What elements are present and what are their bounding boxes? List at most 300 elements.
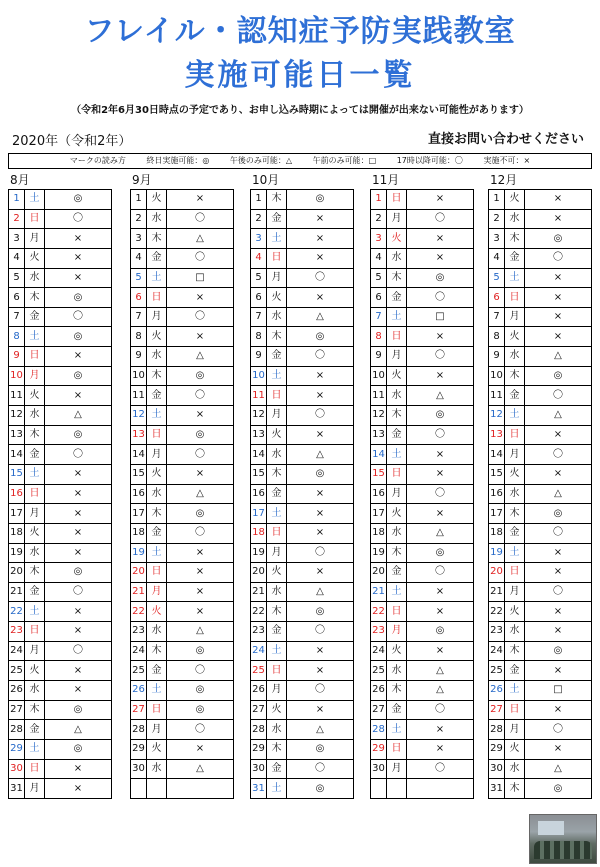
day-number: 4 xyxy=(489,248,505,268)
day-number: 13 xyxy=(489,425,505,445)
day-number: 4 xyxy=(9,248,25,268)
weekday: 土 xyxy=(25,602,45,622)
availability-mark: × xyxy=(167,543,234,563)
day-number: 15 xyxy=(251,464,267,484)
day-row xyxy=(371,681,474,701)
day-number: 3 xyxy=(131,229,147,249)
day-number: 26 xyxy=(371,681,387,701)
day-row xyxy=(251,739,354,759)
day-row xyxy=(489,307,592,327)
weekday: 金 xyxy=(25,582,45,602)
availability-mark: × xyxy=(407,464,474,484)
day-number: 10 xyxy=(489,366,505,386)
day-row xyxy=(489,327,592,347)
day-row xyxy=(9,661,112,681)
availability-mark: □ xyxy=(407,307,474,327)
day-row xyxy=(371,209,474,229)
availability-mark: 〇 xyxy=(167,307,234,327)
day-number: 3 xyxy=(489,229,505,249)
weekday: 火 xyxy=(267,288,287,308)
day-row xyxy=(131,563,234,583)
availability-mark: ◎ xyxy=(525,641,592,661)
availability-mark: ◎ xyxy=(167,681,234,701)
weekday: 木 xyxy=(505,641,525,661)
availability-mark: × xyxy=(167,327,234,347)
day-number: 25 xyxy=(131,661,147,681)
availability-mark: △ xyxy=(167,347,234,367)
availability-mark: 〇 xyxy=(45,209,112,229)
weekday: 日 xyxy=(25,209,45,229)
day-row xyxy=(251,622,354,642)
day-number: 28 xyxy=(131,720,147,740)
availability-mark: 〇 xyxy=(407,425,474,445)
day-number: 1 xyxy=(251,190,267,210)
weekday: 土 xyxy=(387,307,407,327)
day-row xyxy=(489,523,592,543)
day-number: 17 xyxy=(371,504,387,524)
availability-mark: × xyxy=(45,661,112,681)
availability-mark: × xyxy=(45,484,112,504)
availability-mark: 〇 xyxy=(407,347,474,367)
availability-mark: △ xyxy=(525,759,592,779)
weekday: 土 xyxy=(147,268,167,288)
weekday: 木 xyxy=(25,425,45,445)
weekday: 火 xyxy=(267,563,287,583)
weekday: 火 xyxy=(267,425,287,445)
availability-mark: × xyxy=(407,720,474,740)
day-row xyxy=(489,229,592,249)
weekday: 土 xyxy=(505,406,525,426)
weekday: 土 xyxy=(267,229,287,249)
availability-mark: 〇 xyxy=(407,288,474,308)
day-number: 15 xyxy=(9,464,25,484)
weekday: 日 xyxy=(267,248,287,268)
day-row xyxy=(9,739,112,759)
month-label: 8月 xyxy=(10,173,30,187)
day-number: 28 xyxy=(9,720,25,740)
month-column xyxy=(488,172,592,799)
availability-mark: × xyxy=(525,563,592,583)
weekday: 月 xyxy=(25,366,45,386)
day-number: 24 xyxy=(9,641,25,661)
availability-mark: × xyxy=(287,425,354,445)
day-row xyxy=(251,327,354,347)
availability-mark: × xyxy=(45,504,112,524)
day-row xyxy=(9,406,112,426)
weekday: 金 xyxy=(25,307,45,327)
day-row xyxy=(9,602,112,622)
weekday: 月 xyxy=(25,641,45,661)
day-row xyxy=(251,661,354,681)
day-row xyxy=(489,543,592,563)
day-row xyxy=(9,563,112,583)
day-row xyxy=(9,425,112,445)
day-row xyxy=(371,464,474,484)
availability-mark: △ xyxy=(287,720,354,740)
weekday: 日 xyxy=(267,661,287,681)
day-row xyxy=(131,425,234,445)
day-number: 31 xyxy=(251,779,267,799)
day-number: 7 xyxy=(9,307,25,327)
day-row xyxy=(489,720,592,740)
day-row xyxy=(9,386,112,406)
month-column xyxy=(130,172,234,799)
legend-item: 終日実施可能：◎ xyxy=(146,156,210,165)
availability-mark: □ xyxy=(525,681,592,701)
day-number: 22 xyxy=(489,602,505,622)
weekday: 日 xyxy=(387,190,407,210)
day-number: 4 xyxy=(131,248,147,268)
legend-box xyxy=(8,153,592,169)
day-number: 9 xyxy=(9,347,25,367)
availability-mark: × xyxy=(45,464,112,484)
day-row xyxy=(131,288,234,308)
day-number: 8 xyxy=(251,327,267,347)
legend-item: 午前のみ可能：□ xyxy=(312,156,377,165)
day-row xyxy=(131,406,234,426)
day-number: 5 xyxy=(371,268,387,288)
weekday: 火 xyxy=(505,190,525,210)
availability-mark xyxy=(167,779,234,799)
day-row xyxy=(371,622,474,642)
weekday: 水 xyxy=(147,622,167,642)
weekday: 火 xyxy=(387,366,407,386)
day-number: 13 xyxy=(371,425,387,445)
weekday: 日 xyxy=(147,288,167,308)
day-row xyxy=(489,759,592,779)
availability-mark: × xyxy=(45,602,112,622)
availability-mark: × xyxy=(167,288,234,308)
weekday: 月 xyxy=(387,759,407,779)
weekday: 木 xyxy=(267,602,287,622)
day-row xyxy=(489,190,592,210)
day-row xyxy=(251,288,354,308)
availability-mark: △ xyxy=(287,445,354,465)
weekday: 月 xyxy=(267,268,287,288)
availability-mark: 〇 xyxy=(45,582,112,602)
month-column xyxy=(250,172,354,799)
weekday: 木 xyxy=(25,563,45,583)
availability-mark: 〇 xyxy=(167,248,234,268)
weekday: 水 xyxy=(505,759,525,779)
availability-mark: × xyxy=(287,484,354,504)
day-row xyxy=(131,445,234,465)
day-row xyxy=(371,366,474,386)
day-number: 17 xyxy=(9,504,25,524)
availability-mark: ◎ xyxy=(45,366,112,386)
availability-mark: 〇 xyxy=(45,445,112,465)
day-row xyxy=(131,484,234,504)
weekday: 木 xyxy=(267,327,287,347)
weekday: 日 xyxy=(25,759,45,779)
weekday: 日 xyxy=(147,563,167,583)
day-row xyxy=(371,779,474,799)
day-row xyxy=(489,406,592,426)
availability-mark: ◎ xyxy=(45,700,112,720)
day-row xyxy=(371,229,474,249)
weekday: 土 xyxy=(267,366,287,386)
day-row xyxy=(371,523,474,543)
availability-mark: □ xyxy=(167,268,234,288)
weekday: 日 xyxy=(505,288,525,308)
legend-item: 実施不可：× xyxy=(483,156,531,165)
day-number: 21 xyxy=(251,582,267,602)
weekday: 土 xyxy=(25,190,45,210)
day-number: 18 xyxy=(131,523,147,543)
day-number: 17 xyxy=(251,504,267,524)
availability-mark: 〇 xyxy=(287,543,354,563)
day-number: 14 xyxy=(371,445,387,465)
day-number: 27 xyxy=(489,700,505,720)
availability-mark: ◎ xyxy=(45,288,112,308)
weekday: 月 xyxy=(267,406,287,426)
day-row xyxy=(131,700,234,720)
availability-mark: 〇 xyxy=(407,209,474,229)
day-number: 21 xyxy=(371,582,387,602)
day-number: 12 xyxy=(251,406,267,426)
day-row xyxy=(489,425,592,445)
day-number: 15 xyxy=(489,464,505,484)
day-number: 16 xyxy=(131,484,147,504)
day-row xyxy=(9,523,112,543)
weekday: 金 xyxy=(147,523,167,543)
day-row xyxy=(251,641,354,661)
weekday: 日 xyxy=(505,700,525,720)
availability-mark: × xyxy=(525,602,592,622)
weekday: 金 xyxy=(267,484,287,504)
weekday: 土 xyxy=(387,582,407,602)
day-row xyxy=(131,347,234,367)
weekday: 土 xyxy=(267,641,287,661)
availability-mark: △ xyxy=(407,523,474,543)
day-number xyxy=(131,779,147,799)
day-number: 4 xyxy=(251,248,267,268)
legend-item: 17時以降可能：〇 xyxy=(396,156,463,165)
day-number: 19 xyxy=(9,543,25,563)
weekday: 月 xyxy=(505,445,525,465)
day-row xyxy=(131,622,234,642)
day-row xyxy=(489,681,592,701)
availability-mark: ◎ xyxy=(287,602,354,622)
availability-mark: × xyxy=(407,504,474,524)
day-number: 9 xyxy=(371,347,387,367)
weekday: 水 xyxy=(505,209,525,229)
day-number: 30 xyxy=(251,759,267,779)
day-row xyxy=(9,622,112,642)
legend-item: 午後のみ可能：△ xyxy=(229,156,293,165)
availability-mark: × xyxy=(287,288,354,308)
availability-mark: ◎ xyxy=(525,229,592,249)
availability-mark: × xyxy=(525,700,592,720)
day-row xyxy=(9,641,112,661)
day-row xyxy=(371,190,474,210)
month-label: 9月 xyxy=(132,173,152,187)
availability-mark: △ xyxy=(287,307,354,327)
weekday: 木 xyxy=(147,504,167,524)
day-row xyxy=(131,464,234,484)
availability-mark: ◎ xyxy=(287,464,354,484)
day-row xyxy=(9,464,112,484)
day-row xyxy=(371,504,474,524)
day-row xyxy=(9,327,112,347)
availability-mark: △ xyxy=(167,622,234,642)
weekday xyxy=(147,779,167,799)
day-row xyxy=(131,661,234,681)
day-row xyxy=(371,641,474,661)
weekday: 日 xyxy=(25,622,45,642)
weekday: 木 xyxy=(267,190,287,210)
weekday: 金 xyxy=(147,248,167,268)
availability-mark: △ xyxy=(167,484,234,504)
weekday: 月 xyxy=(387,484,407,504)
day-number: 10 xyxy=(131,366,147,386)
day-number: 28 xyxy=(371,720,387,740)
day-row xyxy=(251,347,354,367)
day-row xyxy=(489,445,592,465)
weekday: 金 xyxy=(387,425,407,445)
availability-mark: × xyxy=(45,523,112,543)
day-number: 1 xyxy=(131,190,147,210)
day-number: 13 xyxy=(251,425,267,445)
day-row xyxy=(251,307,354,327)
day-row xyxy=(9,681,112,701)
weekday: 日 xyxy=(147,425,167,445)
weekday: 水 xyxy=(387,523,407,543)
weekday: 土 xyxy=(25,464,45,484)
availability-mark: ◎ xyxy=(45,739,112,759)
day-row xyxy=(251,386,354,406)
day-number: 7 xyxy=(251,307,267,327)
day-number: 1 xyxy=(489,190,505,210)
availability-mark: 〇 xyxy=(287,406,354,426)
weekday: 月 xyxy=(505,307,525,327)
weekday: 水 xyxy=(25,681,45,701)
day-number: 5 xyxy=(251,268,267,288)
day-row xyxy=(131,759,234,779)
day-row xyxy=(371,563,474,583)
weekday: 土 xyxy=(147,543,167,563)
weekday: 水 xyxy=(505,347,525,367)
day-row xyxy=(371,248,474,268)
day-row xyxy=(371,406,474,426)
availability-mark: 〇 xyxy=(167,209,234,229)
day-number: 13 xyxy=(131,425,147,445)
day-number: 10 xyxy=(371,366,387,386)
day-row xyxy=(489,641,592,661)
availability-mark: 〇 xyxy=(407,700,474,720)
day-row xyxy=(489,504,592,524)
day-number: 24 xyxy=(489,641,505,661)
day-number: 26 xyxy=(251,681,267,701)
day-row xyxy=(489,366,592,386)
weekday: 木 xyxy=(387,681,407,701)
day-row xyxy=(489,739,592,759)
day-number: 11 xyxy=(9,386,25,406)
projector-screen-shape xyxy=(538,821,564,835)
day-number: 8 xyxy=(131,327,147,347)
weekday: 土 xyxy=(267,779,287,799)
availability-mark: × xyxy=(525,190,592,210)
day-row xyxy=(489,209,592,229)
day-number: 18 xyxy=(371,523,387,543)
weekday: 土 xyxy=(505,681,525,701)
availability-mark: ◎ xyxy=(407,268,474,288)
day-number: 14 xyxy=(131,445,147,465)
weekday: 火 xyxy=(25,523,45,543)
day-number: 4 xyxy=(371,248,387,268)
day-number: 8 xyxy=(371,327,387,347)
day-table xyxy=(130,189,234,799)
day-row xyxy=(9,248,112,268)
availability-mark: × xyxy=(45,386,112,406)
weekday: 木 xyxy=(387,543,407,563)
weekday: 木 xyxy=(147,366,167,386)
day-number: 7 xyxy=(371,307,387,327)
weekday: 木 xyxy=(25,288,45,308)
day-number: 21 xyxy=(131,582,147,602)
day-number: 26 xyxy=(131,681,147,701)
weekday: 木 xyxy=(147,641,167,661)
weekday: 火 xyxy=(387,504,407,524)
day-number: 24 xyxy=(371,641,387,661)
availability-mark: 〇 xyxy=(525,720,592,740)
day-number: 19 xyxy=(251,543,267,563)
availability-mark: × xyxy=(407,229,474,249)
availability-mark: 〇 xyxy=(287,622,354,642)
day-number: 29 xyxy=(371,739,387,759)
availability-mark: 〇 xyxy=(525,386,592,406)
legend-item: マークの読み方 xyxy=(69,156,126,165)
availability-mark: × xyxy=(525,622,592,642)
day-row xyxy=(131,209,234,229)
day-number: 30 xyxy=(131,759,147,779)
day-row xyxy=(131,190,234,210)
day-row xyxy=(9,484,112,504)
weekday: 日 xyxy=(25,484,45,504)
day-number: 13 xyxy=(9,425,25,445)
weekday: 月 xyxy=(267,681,287,701)
availability-mark: ◎ xyxy=(407,622,474,642)
weekday: 日 xyxy=(387,327,407,347)
day-number: 25 xyxy=(371,661,387,681)
weekday: 水 xyxy=(25,268,45,288)
day-row xyxy=(9,347,112,367)
weekday: 土 xyxy=(505,268,525,288)
weekday: 土 xyxy=(25,739,45,759)
day-number: 29 xyxy=(9,739,25,759)
day-row xyxy=(371,268,474,288)
day-number: 15 xyxy=(131,464,147,484)
day-number: 3 xyxy=(371,229,387,249)
availability-mark: △ xyxy=(287,582,354,602)
weekday: 木 xyxy=(505,366,525,386)
availability-mark: 〇 xyxy=(167,523,234,543)
weekday: 金 xyxy=(25,720,45,740)
day-number: 20 xyxy=(9,563,25,583)
availability-mark: × xyxy=(287,641,354,661)
day-number: 17 xyxy=(489,504,505,524)
weekday: 木 xyxy=(387,268,407,288)
day-row xyxy=(9,543,112,563)
weekday: 木 xyxy=(147,229,167,249)
availability-mark: ◎ xyxy=(45,190,112,210)
weekday: 水 xyxy=(25,543,45,563)
day-number: 26 xyxy=(489,681,505,701)
availability-mark: × xyxy=(45,543,112,563)
month-label: 11月 xyxy=(372,173,400,187)
weekday: 火 xyxy=(505,327,525,347)
day-row xyxy=(9,720,112,740)
